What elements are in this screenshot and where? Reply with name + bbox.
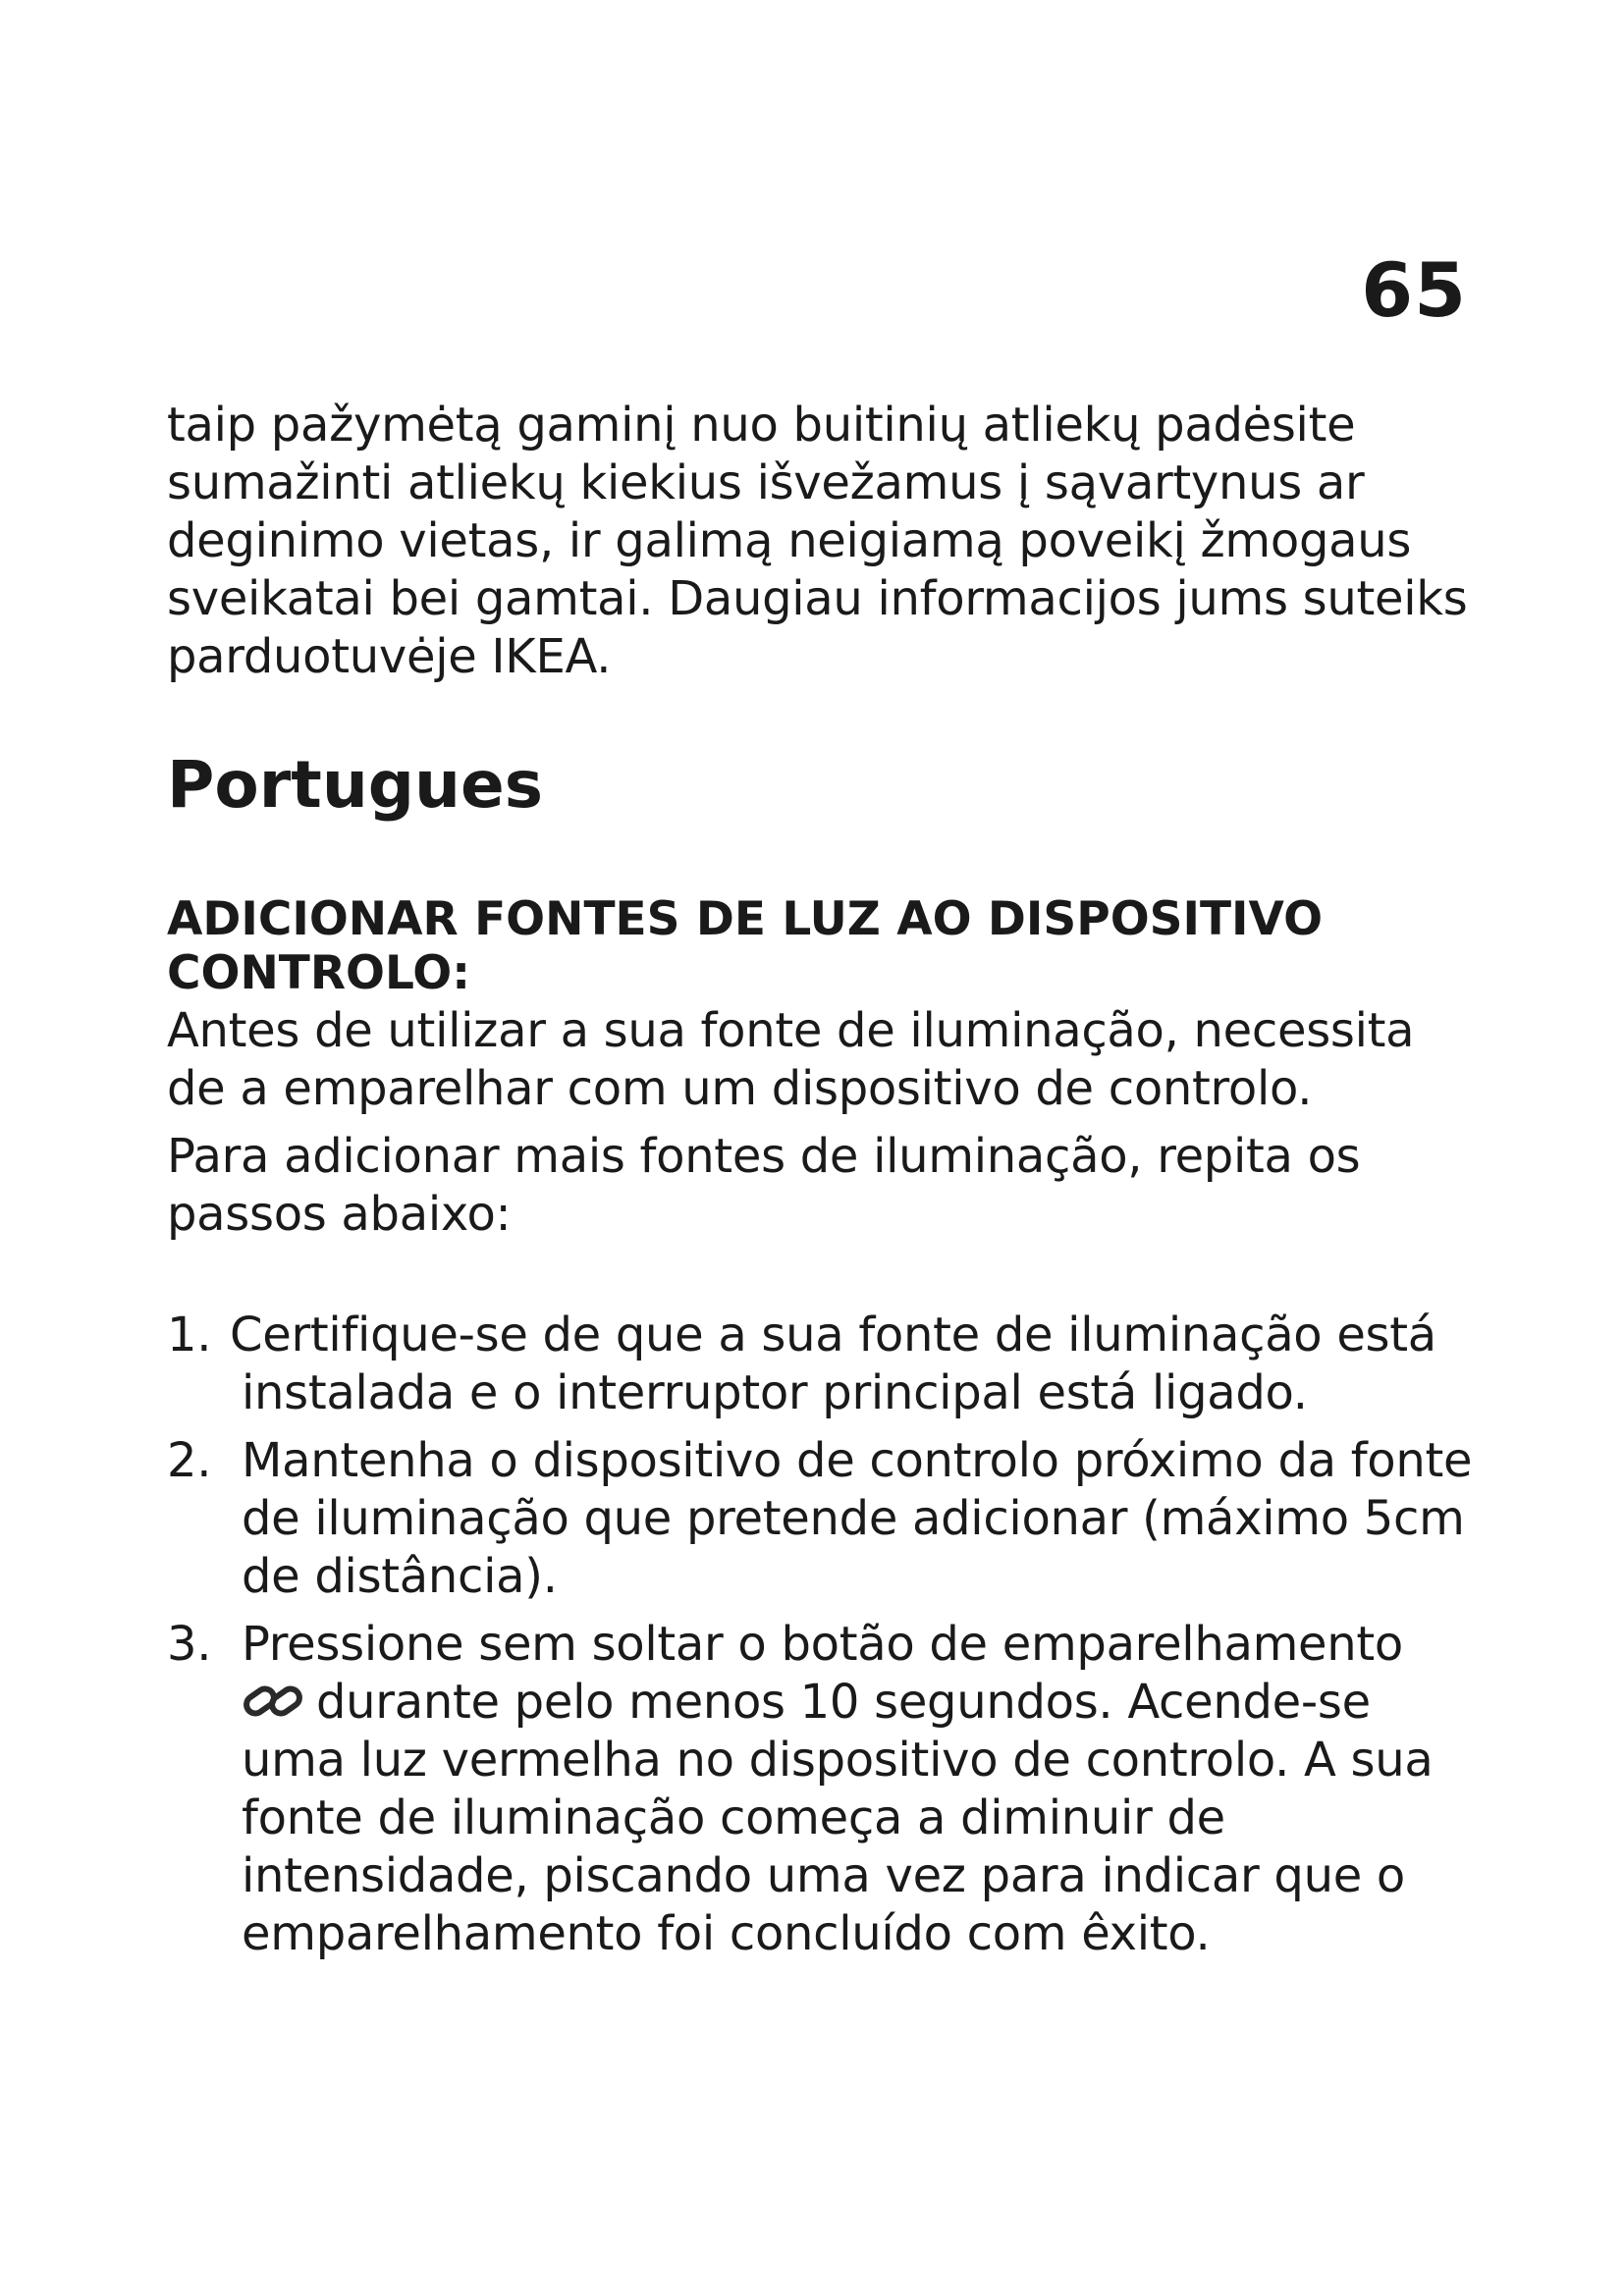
step-item [167,1616,1483,1963]
repeat-note: Para adicionar mais fontes de iluminação, repita os passos abaixo: [167,1129,1361,1242]
step-item [167,1432,1483,1606]
step-text: Certifique-se de que a sua fonte de iluminação está instalada e o interruptor principal está ligado. [230,1308,1436,1420]
step-item [167,1307,1483,1422]
step-number: 1. [167,1308,212,1362]
section-title: Portugues [167,747,544,823]
step-text: Mantenha o dispositivo de controlo próximo da fonte de iluminação que pretende adicionar (máximo 5cm de distância). [242,1433,1473,1604]
page-content [167,397,1483,1973]
step-number: 2. [167,1433,212,1488]
intro-paragraph: Antes de utilizar a sua fonte de iluminação, necessita de a emparelhar com um dispositivo de controlo. [167,1003,1415,1116]
steps-list [167,1307,1483,1963]
step-text-after-icon: durante pelo menos 10 segundos. Acende-se uma luz vermelha no dispositivo de controlo. A sua fonte de iluminação começa a diminuir de intensidade, piscando uma vez para indicar que o emparelhamento foi concluído com êxito. [242,1675,1434,1961]
subheading: ADICIONAR FONTES DE LUZ AO DISPOSITIVO CONTROLO: [167,892,1324,1000]
lithuanian-paragraph: taip pažymėtą gaminį nuo buitinių atliekų padėsite sumažinti atliekų kiekius išvežamus į sąvartynus ar deginimo vietas, ir galimą neigiamą poveikį žmogaus sveikatai bei gamtai. Daugiau informacijos jums suteiks parduotuvėje IKEA. [167,398,1468,684]
page-number: 65 [1361,246,1467,334]
step-text-before-icon: Pressione sem soltar o botão de emparelhamento [242,1617,1403,1672]
step-number: 3. [167,1617,212,1672]
link-icon [242,1677,304,1726]
